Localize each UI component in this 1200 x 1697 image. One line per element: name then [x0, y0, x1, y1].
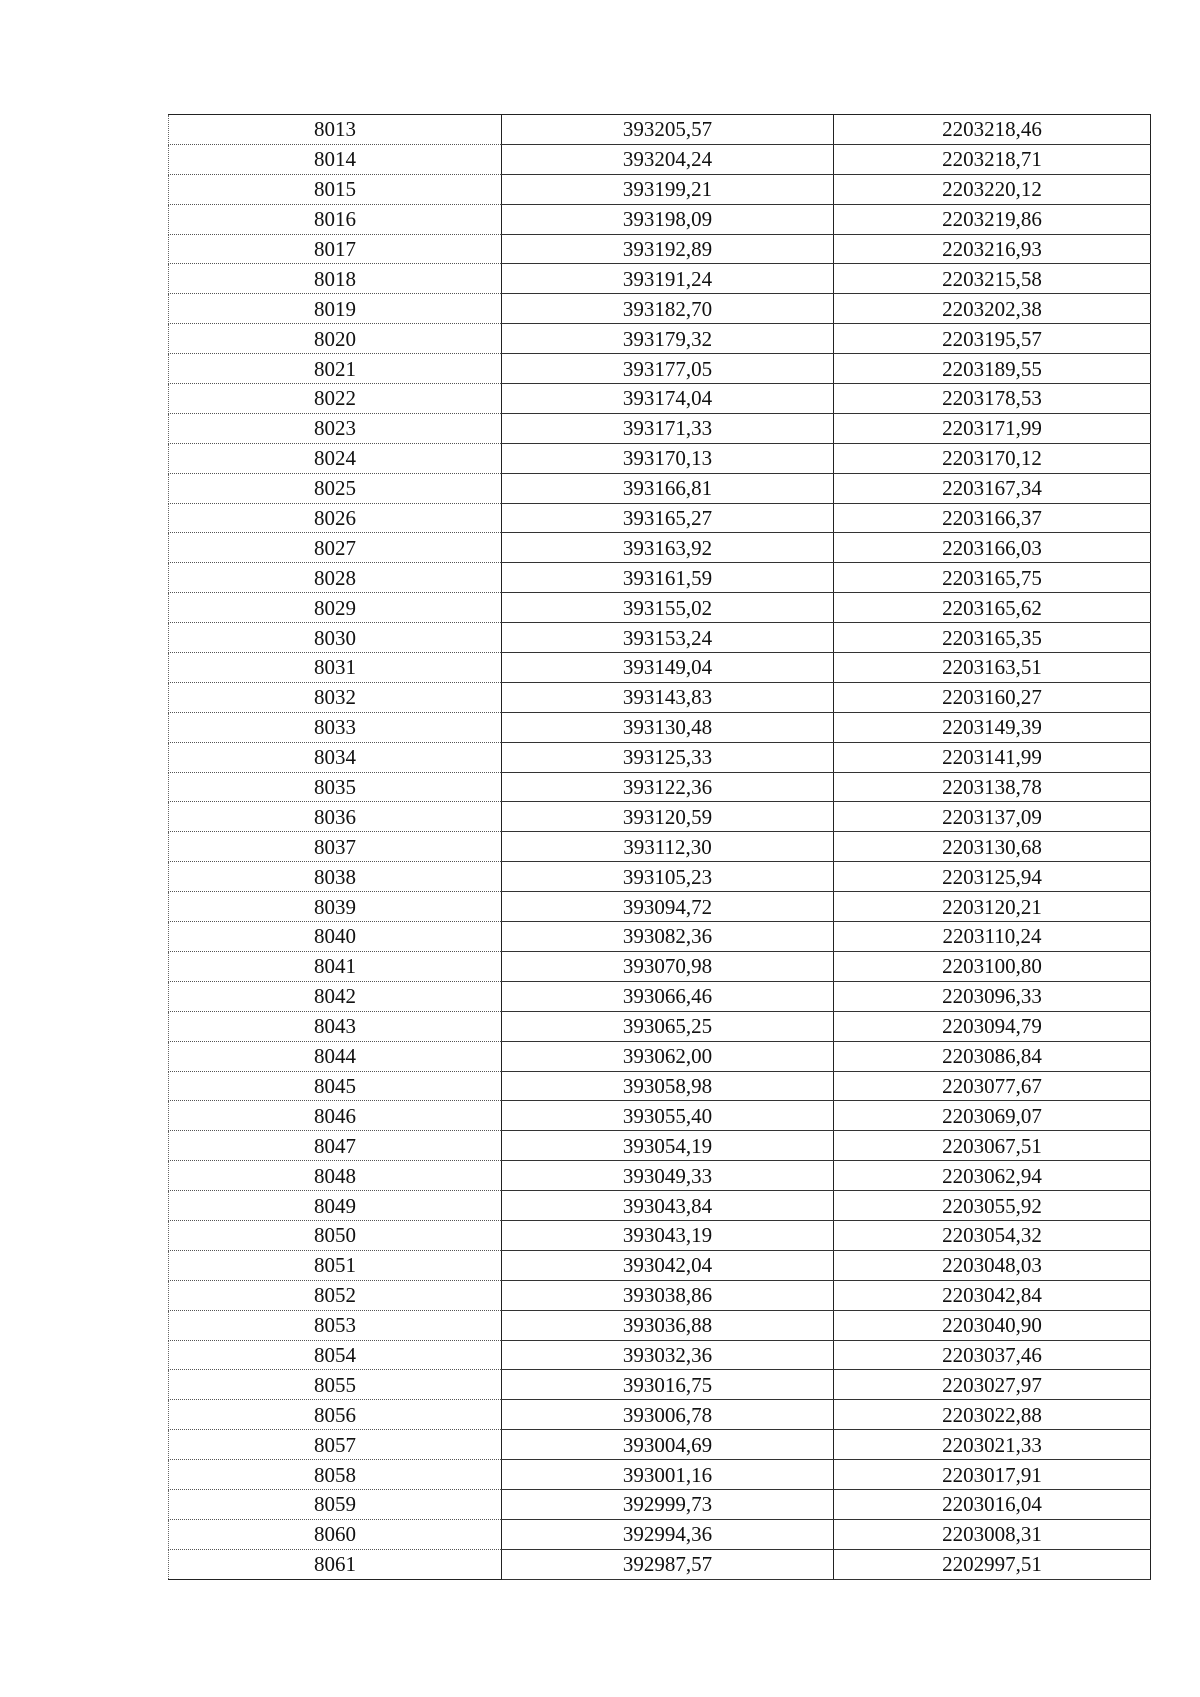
- x-coordinate-cell: 393004,69: [502, 1430, 834, 1460]
- table-row: [169, 354, 1151, 384]
- y-coordinate-cell: 2203218,46: [834, 115, 1151, 145]
- x-coordinate-cell: 393182,70: [502, 294, 834, 324]
- table-row: [169, 144, 1151, 174]
- point-number-cell: 8051: [169, 1250, 502, 1280]
- table-row: [169, 1191, 1151, 1221]
- table-row: [169, 1101, 1151, 1131]
- y-coordinate-cell: 2203125,94: [834, 862, 1151, 892]
- y-coordinate-cell: 2203189,55: [834, 354, 1151, 384]
- table-row: [169, 862, 1151, 892]
- point-number-cell: 8032: [169, 682, 502, 712]
- x-coordinate-cell: 393192,89: [502, 234, 834, 264]
- point-number-cell: 8033: [169, 712, 502, 742]
- x-coordinate-cell: 393006,78: [502, 1400, 834, 1430]
- table-row: [169, 384, 1151, 414]
- y-coordinate-cell: 2203040,90: [834, 1310, 1151, 1340]
- x-coordinate-cell: 393016,75: [502, 1370, 834, 1400]
- x-coordinate-cell: 393161,59: [502, 563, 834, 593]
- x-coordinate-cell: 393032,36: [502, 1340, 834, 1370]
- point-number-cell: 8022: [169, 384, 502, 414]
- table-row: [169, 115, 1151, 145]
- x-coordinate-cell: 393105,23: [502, 862, 834, 892]
- point-number-cell: 8037: [169, 832, 502, 862]
- point-number-cell: 8050: [169, 1220, 502, 1250]
- y-coordinate-cell: 2203042,84: [834, 1280, 1151, 1310]
- table-row: [169, 623, 1151, 653]
- point-number-cell: 8041: [169, 951, 502, 981]
- x-coordinate-cell: 393070,98: [502, 951, 834, 981]
- y-coordinate-cell: 2203165,75: [834, 563, 1151, 593]
- table-row: [169, 1430, 1151, 1460]
- y-coordinate-cell: 2203016,04: [834, 1489, 1151, 1519]
- point-number-cell: 8023: [169, 413, 502, 443]
- y-coordinate-cell: 2203027,97: [834, 1370, 1151, 1400]
- table-row: [169, 204, 1151, 234]
- point-number-cell: 8030: [169, 623, 502, 653]
- y-coordinate-cell: 2203022,88: [834, 1400, 1151, 1430]
- x-coordinate-cell: 393153,24: [502, 623, 834, 653]
- table-row: [169, 1220, 1151, 1250]
- point-number-cell: 8056: [169, 1400, 502, 1430]
- x-coordinate-cell: 393038,86: [502, 1280, 834, 1310]
- y-coordinate-cell: 2203037,46: [834, 1340, 1151, 1370]
- coordinates-table: [168, 114, 1151, 1580]
- y-coordinate-cell: 2203008,31: [834, 1519, 1151, 1549]
- point-number-cell: 8015: [169, 174, 502, 204]
- table-row: [169, 1071, 1151, 1101]
- point-number-cell: 8045: [169, 1071, 502, 1101]
- table-row: [169, 234, 1151, 264]
- table-row: [169, 1370, 1151, 1400]
- point-number-cell: 8040: [169, 922, 502, 952]
- y-coordinate-cell: 2203137,09: [834, 802, 1151, 832]
- x-coordinate-cell: 393155,02: [502, 593, 834, 623]
- x-coordinate-cell: 393191,24: [502, 264, 834, 294]
- y-coordinate-cell: 2203216,93: [834, 234, 1151, 264]
- table-row: [169, 593, 1151, 623]
- point-number-cell: 8046: [169, 1101, 502, 1131]
- x-coordinate-cell: 393130,48: [502, 712, 834, 742]
- x-coordinate-cell: 393143,83: [502, 682, 834, 712]
- point-number-cell: 8034: [169, 742, 502, 772]
- point-number-cell: 8028: [169, 563, 502, 593]
- y-coordinate-cell: 2203017,91: [834, 1460, 1151, 1490]
- x-coordinate-cell: 392994,36: [502, 1519, 834, 1549]
- x-coordinate-cell: 393174,04: [502, 384, 834, 414]
- y-coordinate-cell: 2203141,99: [834, 742, 1151, 772]
- x-coordinate-cell: 393082,36: [502, 922, 834, 952]
- y-coordinate-cell: 2203069,07: [834, 1101, 1151, 1131]
- y-coordinate-cell: 2203218,71: [834, 144, 1151, 174]
- point-number-cell: 8039: [169, 892, 502, 922]
- table-row: [169, 174, 1151, 204]
- point-number-cell: 8020: [169, 324, 502, 354]
- table-row: [169, 832, 1151, 862]
- table-row: [169, 1041, 1151, 1071]
- table-row: [169, 922, 1151, 952]
- x-coordinate-cell: 393055,40: [502, 1101, 834, 1131]
- y-coordinate-cell: 2203149,39: [834, 712, 1151, 742]
- point-number-cell: 8013: [169, 115, 502, 145]
- x-coordinate-cell: 393112,30: [502, 832, 834, 862]
- x-coordinate-cell: 393043,19: [502, 1220, 834, 1250]
- y-coordinate-cell: 2203195,57: [834, 324, 1151, 354]
- y-coordinate-cell: 2203202,38: [834, 294, 1151, 324]
- x-coordinate-cell: 393179,32: [502, 324, 834, 354]
- x-coordinate-cell: 393049,33: [502, 1161, 834, 1191]
- x-coordinate-cell: 393066,46: [502, 981, 834, 1011]
- y-coordinate-cell: 2203170,12: [834, 443, 1151, 473]
- table-row: [169, 503, 1151, 533]
- y-coordinate-cell: 2203163,51: [834, 653, 1151, 683]
- point-number-cell: 8019: [169, 294, 502, 324]
- point-number-cell: 8042: [169, 981, 502, 1011]
- point-number-cell: 8035: [169, 772, 502, 802]
- point-number-cell: 8052: [169, 1280, 502, 1310]
- x-coordinate-cell: 393125,33: [502, 742, 834, 772]
- y-coordinate-cell: 2203130,68: [834, 832, 1151, 862]
- table-row: [169, 951, 1151, 981]
- x-coordinate-cell: 393171,33: [502, 413, 834, 443]
- y-coordinate-cell: 2203138,78: [834, 772, 1151, 802]
- y-coordinate-cell: 2203166,03: [834, 533, 1151, 563]
- table-row: [169, 653, 1151, 683]
- point-number-cell: 8025: [169, 473, 502, 503]
- x-coordinate-cell: 392987,57: [502, 1549, 834, 1579]
- point-number-cell: 8017: [169, 234, 502, 264]
- table-row: [169, 324, 1151, 354]
- table-row: [169, 1489, 1151, 1519]
- y-coordinate-cell: 2203167,34: [834, 473, 1151, 503]
- point-number-cell: 8053: [169, 1310, 502, 1340]
- point-number-cell: 8054: [169, 1340, 502, 1370]
- x-coordinate-cell: 393043,84: [502, 1191, 834, 1221]
- y-coordinate-cell: 2203048,03: [834, 1250, 1151, 1280]
- x-coordinate-cell: 393163,92: [502, 533, 834, 563]
- table-row: [169, 892, 1151, 922]
- y-coordinate-cell: 2202997,51: [834, 1549, 1151, 1579]
- point-number-cell: 8049: [169, 1191, 502, 1221]
- point-number-cell: 8026: [169, 503, 502, 533]
- table-row: [169, 1310, 1151, 1340]
- point-number-cell: 8038: [169, 862, 502, 892]
- point-number-cell: 8018: [169, 264, 502, 294]
- table-row: [169, 802, 1151, 832]
- y-coordinate-cell: 2203171,99: [834, 413, 1151, 443]
- y-coordinate-cell: 2203054,32: [834, 1220, 1151, 1250]
- point-number-cell: 8021: [169, 354, 502, 384]
- point-number-cell: 8043: [169, 1011, 502, 1041]
- x-coordinate-cell: 393122,36: [502, 772, 834, 802]
- point-number-cell: 8016: [169, 204, 502, 234]
- point-number-cell: 8060: [169, 1519, 502, 1549]
- y-coordinate-cell: 2203178,53: [834, 384, 1151, 414]
- x-coordinate-cell: 393065,25: [502, 1011, 834, 1041]
- table-row: [169, 1400, 1151, 1430]
- x-coordinate-cell: 393036,88: [502, 1310, 834, 1340]
- point-number-cell: 8014: [169, 144, 502, 174]
- point-number-cell: 8057: [169, 1430, 502, 1460]
- table-row: [169, 1131, 1151, 1161]
- x-coordinate-cell: 393204,24: [502, 144, 834, 174]
- x-coordinate-cell: 393170,13: [502, 443, 834, 473]
- table-row: [169, 473, 1151, 503]
- y-coordinate-cell: 2203219,86: [834, 204, 1151, 234]
- point-number-cell: 8055: [169, 1370, 502, 1400]
- y-coordinate-cell: 2203110,24: [834, 922, 1151, 952]
- table-row: [169, 1519, 1151, 1549]
- table-row: [169, 1460, 1151, 1490]
- table-row: [169, 1250, 1151, 1280]
- point-number-cell: 8044: [169, 1041, 502, 1071]
- table-row: [169, 1280, 1151, 1310]
- y-coordinate-cell: 2203067,51: [834, 1131, 1151, 1161]
- table-row: [169, 742, 1151, 772]
- point-number-cell: 8047: [169, 1131, 502, 1161]
- x-coordinate-cell: 393001,16: [502, 1460, 834, 1490]
- x-coordinate-cell: 393054,19: [502, 1131, 834, 1161]
- table-row: [169, 1161, 1151, 1191]
- y-coordinate-cell: 2203215,58: [834, 264, 1151, 294]
- x-coordinate-cell: 393177,05: [502, 354, 834, 384]
- x-coordinate-cell: 393205,57: [502, 115, 834, 145]
- x-coordinate-cell: 392999,73: [502, 1489, 834, 1519]
- point-number-cell: 8061: [169, 1549, 502, 1579]
- y-coordinate-cell: 2203166,37: [834, 503, 1151, 533]
- table-row: [169, 682, 1151, 712]
- point-number-cell: 8048: [169, 1161, 502, 1191]
- y-coordinate-cell: 2203100,80: [834, 951, 1151, 981]
- table-row: [169, 1340, 1151, 1370]
- point-number-cell: 8058: [169, 1460, 502, 1490]
- point-number-cell: 8029: [169, 593, 502, 623]
- coordinates-table-body: [169, 115, 1151, 1580]
- y-coordinate-cell: 2203160,27: [834, 682, 1151, 712]
- table-row: [169, 443, 1151, 473]
- y-coordinate-cell: 2203062,94: [834, 1161, 1151, 1191]
- x-coordinate-cell: 393165,27: [502, 503, 834, 533]
- point-number-cell: 8024: [169, 443, 502, 473]
- x-coordinate-cell: 393120,59: [502, 802, 834, 832]
- y-coordinate-cell: 2203120,21: [834, 892, 1151, 922]
- y-coordinate-cell: 2203094,79: [834, 1011, 1151, 1041]
- x-coordinate-cell: 393199,21: [502, 174, 834, 204]
- table-row: [169, 294, 1151, 324]
- table-row: [169, 533, 1151, 563]
- table-row: [169, 413, 1151, 443]
- table-row: [169, 1549, 1151, 1579]
- table-row: [169, 1011, 1151, 1041]
- y-coordinate-cell: 2203096,33: [834, 981, 1151, 1011]
- x-coordinate-cell: 393042,04: [502, 1250, 834, 1280]
- x-coordinate-cell: 393198,09: [502, 204, 834, 234]
- point-number-cell: 8059: [169, 1489, 502, 1519]
- y-coordinate-cell: 2203055,92: [834, 1191, 1151, 1221]
- x-coordinate-cell: 393062,00: [502, 1041, 834, 1071]
- x-coordinate-cell: 393149,04: [502, 653, 834, 683]
- table-row: [169, 712, 1151, 742]
- y-coordinate-cell: 2203165,35: [834, 623, 1151, 653]
- y-coordinate-cell: 2203086,84: [834, 1041, 1151, 1071]
- table-row: [169, 981, 1151, 1011]
- table-row: [169, 264, 1151, 294]
- y-coordinate-cell: 2203021,33: [834, 1430, 1151, 1460]
- y-coordinate-cell: 2203220,12: [834, 174, 1151, 204]
- x-coordinate-cell: 393094,72: [502, 892, 834, 922]
- table-row: [169, 563, 1151, 593]
- x-coordinate-cell: 393058,98: [502, 1071, 834, 1101]
- y-coordinate-cell: 2203077,67: [834, 1071, 1151, 1101]
- point-number-cell: 8031: [169, 653, 502, 683]
- x-coordinate-cell: 393166,81: [502, 473, 834, 503]
- point-number-cell: 8036: [169, 802, 502, 832]
- y-coordinate-cell: 2203165,62: [834, 593, 1151, 623]
- table-row: [169, 772, 1151, 802]
- point-number-cell: 8027: [169, 533, 502, 563]
